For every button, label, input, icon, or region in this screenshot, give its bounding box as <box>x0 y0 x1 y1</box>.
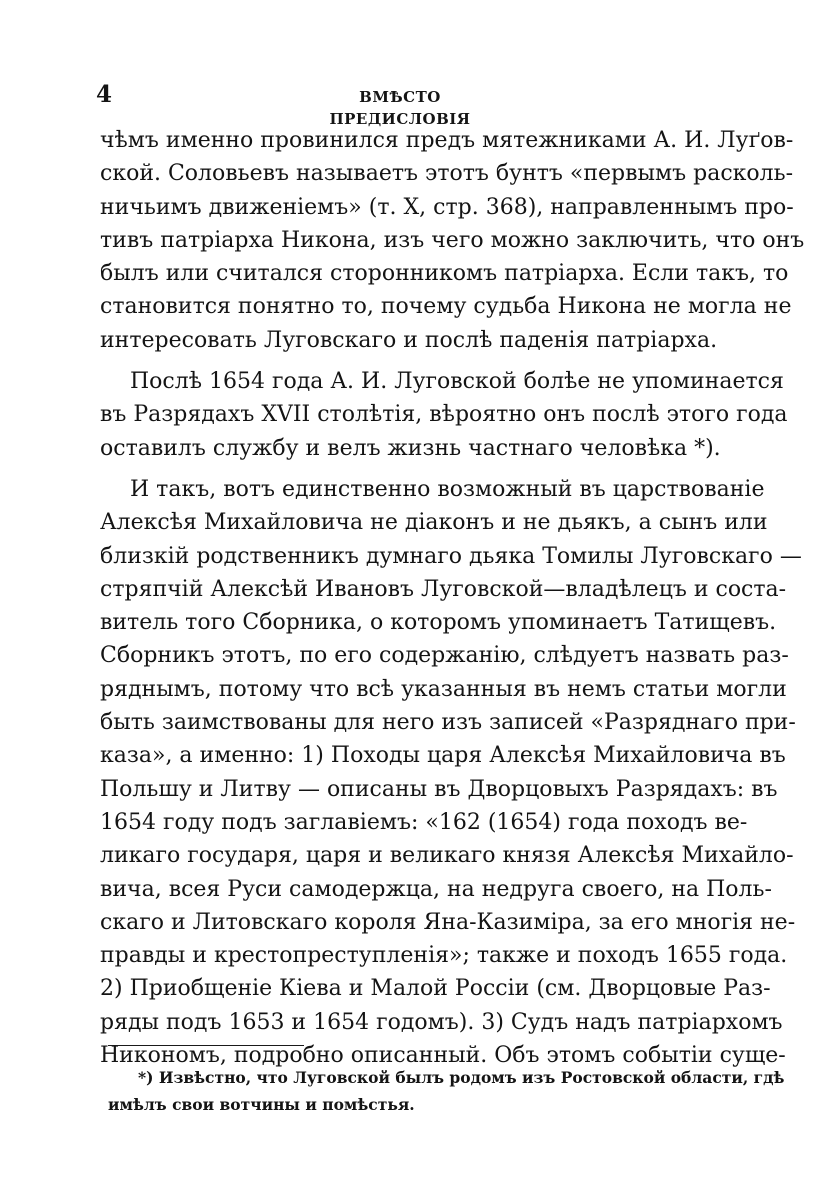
paragraph-3 <box>100 473 802 1072</box>
text-line: скаго и Литовскаго короля Яна-Казиміра, за его многія не- <box>100 909 796 935</box>
text-line: оставилъ службу и велъ жизнь частнаго человѣка *). <box>100 435 721 461</box>
text-line: ряднымъ, потому что всѣ указанныя въ немъ статьи могли <box>100 676 787 702</box>
footnote <box>108 1064 785 1118</box>
text-line: 1654 году подъ заглавіемъ: «162 (1654) года походъ ве- <box>100 809 748 835</box>
paragraph-gap <box>100 357 706 365</box>
running-title: ВМѢСТО ПРЕДИСЛОВІЯ <box>329 88 471 128</box>
text-line: быть заимствованы для него изъ записей «Разряднаго при- <box>100 710 796 736</box>
text-line: Сборникъ этотъ, по его содержанію, слѣдуетъ назвать раз- <box>100 643 789 669</box>
text-line: каза», а именно: 1) Походы царя Алексѣя Михайловича въ <box>100 743 786 769</box>
text-line: И такъ, вотъ единственно возможный въ царствованіе <box>130 476 765 502</box>
text-line: ской. Соловьевъ называетъ этотъ бунтъ «первымъ расколь- <box>100 161 794 187</box>
text-line: ряды подъ 1653 и 1654 годомъ). 3) Судъ надъ патріархомъ <box>100 1009 783 1035</box>
footnote-divider <box>108 1045 304 1046</box>
text-line: интересовать Луговскаго и послѣ паденія патріарха. <box>100 327 718 353</box>
text-line: 2) Приобщеніе Кіева и Малой Россіи (см. Дворцовые Раз- <box>100 976 771 1002</box>
paragraph-1 <box>100 124 805 357</box>
footnote-line: имѣлъ свои вотчины и помѣстья. <box>108 1095 415 1114</box>
paragraph-gap <box>100 465 706 473</box>
main-text <box>100 124 805 1072</box>
text-line: Послѣ 1654 года А. И. Луговской болѣе не упоминается <box>130 369 784 395</box>
text-line: стряпчій Алексѣй Ивановъ Луговской—владѣлецъ и соста- <box>100 576 787 602</box>
text-line: Алексѣя Михайловича не діаконъ и не дьякъ, а сынъ или <box>100 510 768 536</box>
paragraph-2 <box>100 365 788 465</box>
text-line: былъ или считался сторонникомъ патріарха. Если такъ, то <box>100 261 789 287</box>
text-line: вича, всея Руси самодержца, на недруга своего, на Поль- <box>100 876 772 902</box>
text-line: тивъ патріарха Никона, изъ чего можно заключить, что онъ <box>100 227 805 253</box>
text-line: ничьимъ движеніемъ» (т. X, стр. 368), направленнымъ про- <box>100 194 794 220</box>
text-line: чѣмъ именно провинился предъ мятежниками А. И. Луґов- <box>100 128 794 153</box>
text-line: въ Разрядахъ XVII столѣтія, вѣроятно онъ послѣ этого года <box>100 402 788 428</box>
text-line: ликаго государя, царя и великаго князя Алексѣя Михайло- <box>100 843 794 869</box>
text-line: близкій родственникъ думнаго дьяка Томилы Луговскаго — <box>100 543 802 569</box>
text-line: правды и крестопреступленія»; также и походъ 1655 года. <box>100 943 788 969</box>
text-line: витель того Сборника, о которомъ упоминаетъ Татищевъ. <box>100 610 777 636</box>
footnote-line: *) Извѣстно, что Луговской былъ родомъ изъ Ростовской области, гдѣ <box>138 1068 785 1087</box>
text-line: Польшу и Литву — описаны въ Дворцовыхъ Разрядахъ: въ <box>100 776 778 802</box>
text-line: Никономъ, подробно описанный. Объ этомъ событіи суще- <box>100 1043 786 1069</box>
text-line: становится понятно то, почему судьба Никона не могла не <box>100 294 792 320</box>
page-number: 4 <box>96 81 113 108</box>
